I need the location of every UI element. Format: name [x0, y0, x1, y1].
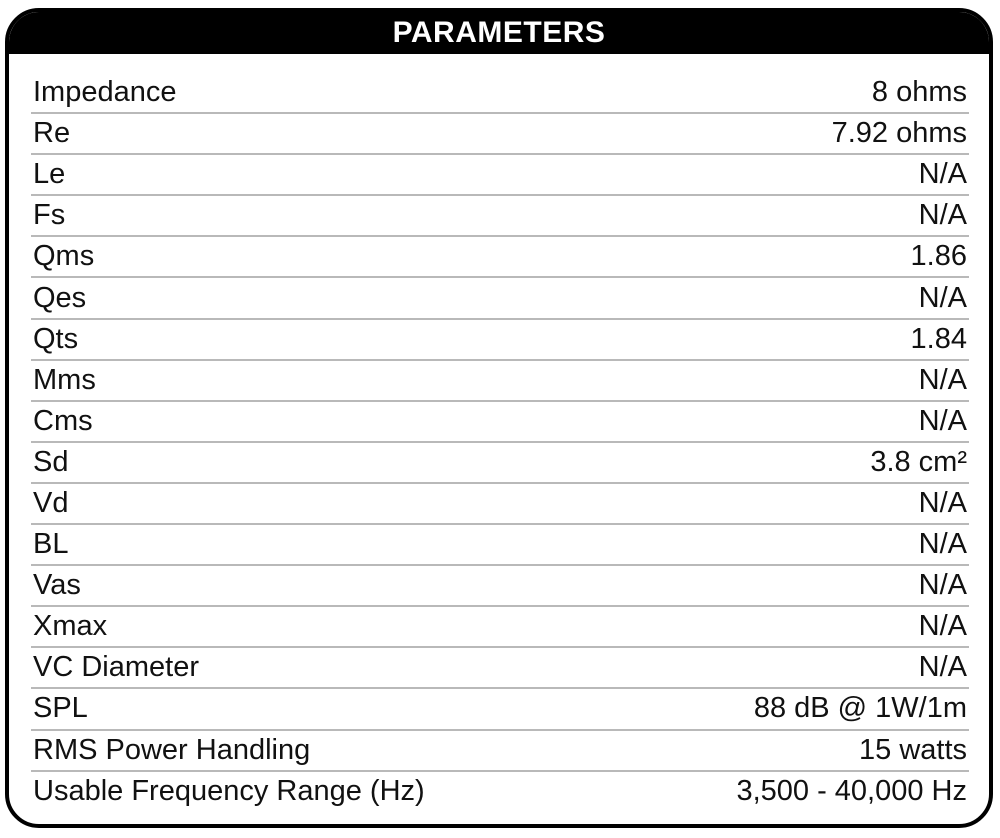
table-row	[31, 320, 969, 361]
table-row	[31, 689, 969, 730]
parameter-value: N/A	[918, 404, 967, 437]
parameter-value: 7.92 ohms	[831, 117, 967, 150]
parameter-label: Qts	[33, 322, 79, 355]
table-row	[31, 155, 969, 196]
table-title: PARAMETERS	[9, 12, 989, 54]
parameter-value: N/A	[918, 569, 967, 602]
parameter-value: N/A	[918, 158, 967, 191]
parameter-label: Usable Frequency Range (Hz)	[33, 774, 425, 807]
parameter-label: Cms	[33, 404, 93, 437]
parameter-value: N/A	[918, 610, 967, 643]
parameter-value: 15 watts	[859, 733, 967, 766]
parameter-label: SPL	[33, 692, 88, 725]
parameter-value: N/A	[918, 199, 967, 232]
parameter-label: Fs	[33, 199, 66, 232]
table-row	[31, 566, 969, 607]
parameter-value: N/A	[918, 528, 967, 561]
table-row	[31, 607, 969, 648]
table-row	[31, 196, 969, 237]
parameter-label: RMS Power Handling	[33, 733, 311, 766]
parameter-value: 1.84	[910, 322, 967, 355]
parameter-value: 1.86	[910, 240, 967, 273]
parameter-label: Qms	[33, 240, 95, 273]
parameter-label: Impedance	[33, 76, 177, 109]
parameter-label: Sd	[33, 445, 69, 478]
table-row	[31, 237, 969, 278]
parameter-label: Qes	[33, 281, 87, 314]
parameter-label: Xmax	[33, 610, 108, 643]
parameter-label: Le	[33, 158, 66, 191]
parameter-value: 88 dB @ 1W/1m	[753, 692, 967, 725]
table-row	[31, 648, 969, 689]
table-row	[31, 278, 969, 319]
parameter-label: VC Diameter	[33, 651, 199, 684]
table-row	[31, 443, 969, 484]
parameter-rows	[31, 73, 969, 811]
parameter-label: BL	[33, 528, 69, 561]
table-row	[31, 402, 969, 443]
parameter-value: 3.8 cm²	[870, 445, 967, 478]
parameters-table	[5, 8, 993, 828]
table-row	[31, 73, 969, 114]
table-row	[31, 484, 969, 525]
table-row	[31, 772, 969, 811]
table-row	[31, 525, 969, 566]
table-row	[31, 361, 969, 402]
parameter-value: N/A	[918, 486, 967, 519]
parameter-value: 8 ohms	[871, 76, 967, 109]
parameter-label: Vas	[33, 569, 81, 602]
parameter-label: Vd	[33, 486, 69, 519]
parameter-label: Mms	[33, 363, 96, 396]
parameter-value: 3,500 - 40,000 Hz	[736, 774, 967, 807]
parameter-value: N/A	[918, 651, 967, 684]
table-row	[31, 114, 969, 155]
parameter-label: Re	[33, 117, 71, 150]
table-row	[31, 731, 969, 772]
parameter-value: N/A	[918, 281, 967, 314]
parameter-value: N/A	[918, 363, 967, 396]
